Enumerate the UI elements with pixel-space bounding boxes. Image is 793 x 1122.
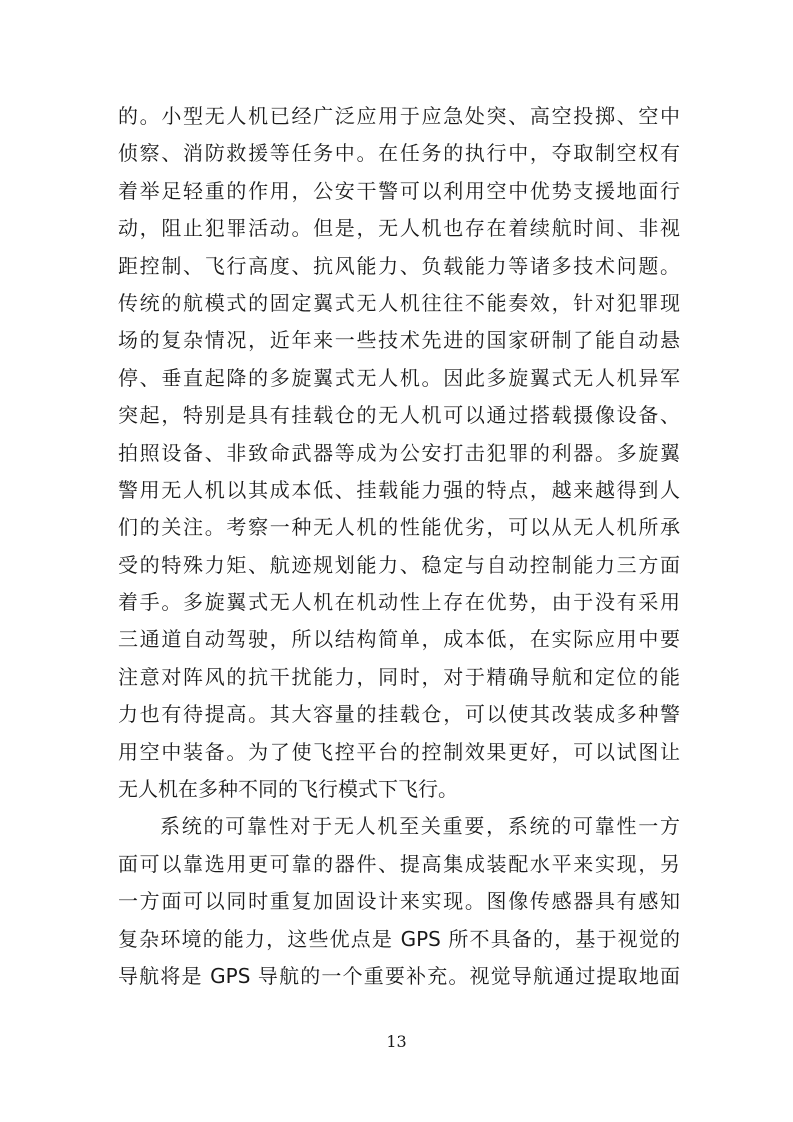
text-line: 注意对阵风的抗干扰能力，同时，对于精确导航和定位的能 xyxy=(118,664,680,689)
text-line: 受的特殊力矩、航迹规划能力、稳定与自动控制能力三方面 xyxy=(118,552,680,577)
text-line: 距控制、飞行高度、抗风能力、负载能力等诸多技术问题。 xyxy=(118,253,680,278)
text-line: 的。小型无人机已经广泛应用于应急处突、高空投掷、空中 xyxy=(118,104,680,128)
text-line: 传统的航模式的固定翼式无人机往往不能奏效，针对犯罪现 xyxy=(118,290,680,315)
text-line: 面可以靠选用更可靠的器件、提高集成装配水平来实现，另 xyxy=(118,851,680,876)
text-line: 着举足轻重的作用，公安干警可以利用空中优势支援地面行 xyxy=(118,178,680,203)
paragraph-1 xyxy=(118,98,680,808)
text-line: 无人机在多种不同的飞行模式下飞行。 xyxy=(118,777,458,802)
body-text xyxy=(118,98,680,995)
text-line: 三通道自动驾驶，所以结构简单，成本低，在实际应用中要 xyxy=(118,627,680,652)
text-line: 们的关注。考察一种无人机的性能优劣，可以从无人机所承 xyxy=(118,515,680,540)
text-line: 动，阻止犯罪活动。但是，无人机也存在着续航时间、非视 xyxy=(118,216,680,241)
text-line: 力也有待提高。其大容量的挂载仓，可以使其改装成多种警 xyxy=(118,702,680,727)
text-line: 突起，特别是具有挂载仓的无人机可以通过搭载摄像设备、 xyxy=(118,403,680,428)
text-line: 场的复杂情况，近年来一些技术先进的国家研制了能自动悬 xyxy=(118,328,680,353)
paragraph-2 xyxy=(118,808,680,995)
text-line: 用空中装备。为了使飞控平台的控制效果更好，可以试图让 xyxy=(118,739,680,764)
text-line: 侦察、消防救援等任务中。在任务的执行中，夺取制空权有 xyxy=(118,141,680,166)
text-line: 一方面可以同时重复加固设计来实现。图像传感器具有感知 xyxy=(118,889,680,914)
page-number: 13 xyxy=(386,1032,407,1051)
text-line: 系统的可靠性对于无人机至关重要，系统的可靠性一方 xyxy=(160,814,680,839)
text-line: 导航将是 GPS 导航的一个重要补充。视觉导航通过提取地面 xyxy=(118,963,680,988)
text-line: 着手。多旋翼式无人机在机动性上存在优势，由于没有采用 xyxy=(118,590,680,615)
text-line: 复杂环境的能力，这些优点是 GPS 所不具备的，基于视觉的 xyxy=(118,926,680,951)
text-line: 拍照设备、非致命武器等成为公安打击犯罪的利器。多旋翼 xyxy=(118,440,680,465)
text-line: 停、垂直起降的多旋翼式无人机。因此多旋翼式无人机异军 xyxy=(118,365,680,390)
text-line: 警用无人机以其成本低、挂载能力强的特点，越来越得到人 xyxy=(118,477,680,502)
